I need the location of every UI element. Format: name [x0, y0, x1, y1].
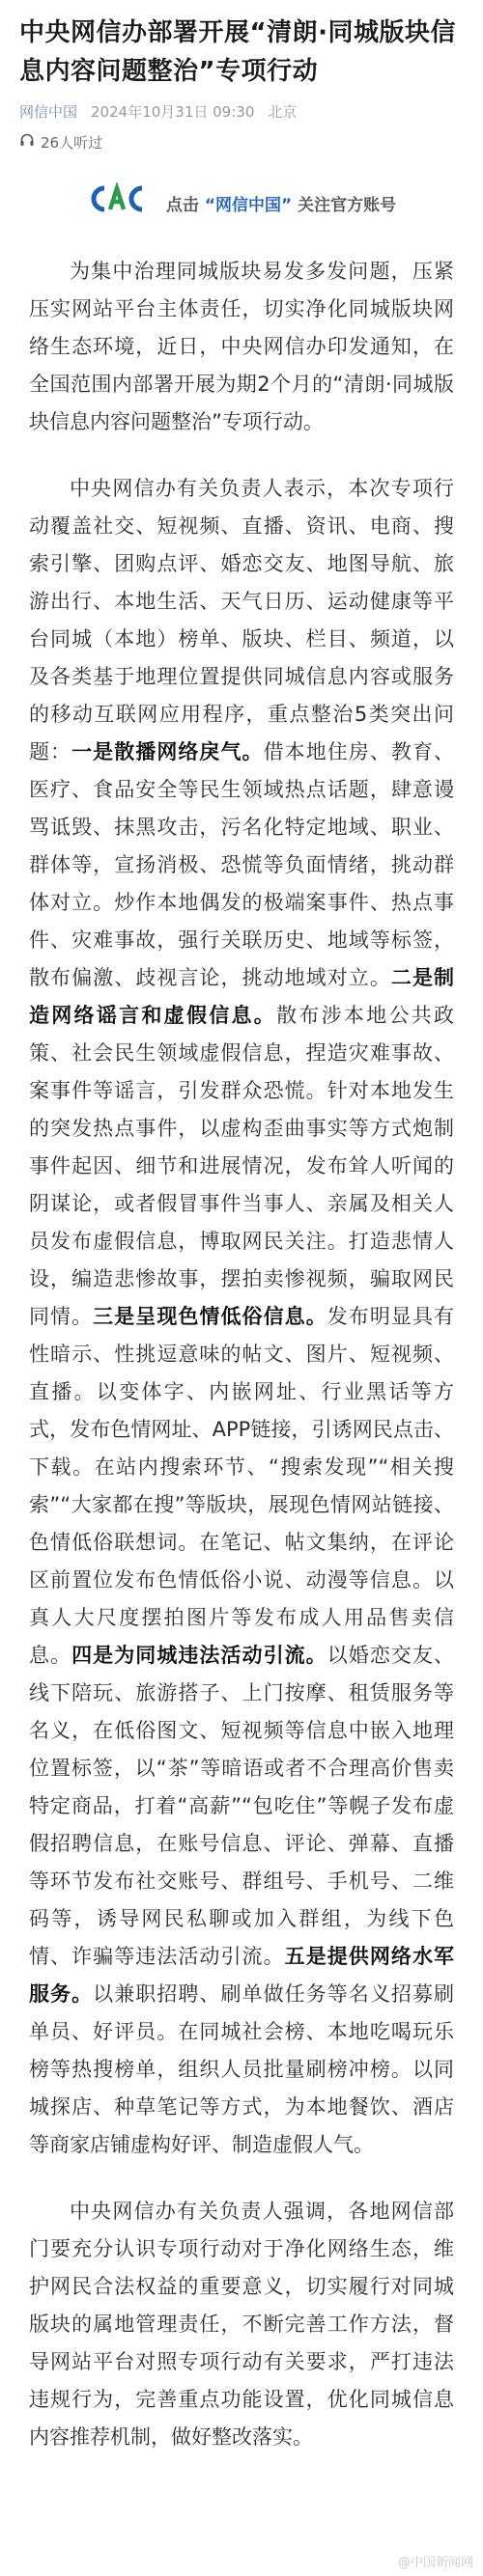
headphones-icon [19, 132, 35, 152]
article-location: 北京 [268, 102, 298, 121]
paragraph-1: 为集中治理同城版块易发多发问题，压紧压实网站平台主体责任，切实净化同城版块网络生态环境，近日，中央网信办印发通知，在全国范围内部署开展为期2个月的“清朗·同城版块信息内容问题整治”专项行动。 [29, 260, 454, 433]
article-body [19, 253, 464, 2456]
banner-prefix: 点击 [165, 195, 199, 215]
point-1-text: 借本地住房、教育、医疗、食品安全等民生领域热点话题，肆意谩骂诋毁、抹黑攻击，污名化特定地域、职业、群体等，宣扬消极、恐慌等负面情绪，挑动群体对立。炒作本地偶发的极端案事件、热点事件、灾难事故，强行关联历史、地域等标签，散布偏激、歧视言论，挑动地域对立。 [29, 740, 455, 989]
point-4-heading: 四是为同城违法活动引流。 [71, 1644, 327, 1667]
article-meta [19, 100, 464, 122]
banner-account[interactable]: “网信中国” [204, 195, 293, 215]
follow-banner-text [166, 191, 396, 215]
paragraph-2 [29, 470, 454, 2164]
point-2-text: 散布涉本地公共政策、社会民生领域虚假信息，捏造灾难事故、案事件等谣言，引发群众恐慌。针对本地发生的突发热点事件，以虚构歪曲事实等方式炮制事件起因、细节和进展情况，发布耸人听闻的阴谋论，或者假冒事件当事人、亲属及相关人员发布虚假信息，博取网民关注。打造悲情人设，编造悲惨故事，摆拍卖惨视频，骗取网民同情。 [29, 1004, 455, 1328]
article-title: 中央网信办部署开展“清朗·同城版块信息内容问题整治”专项行动 [19, 18, 456, 86]
point-2-heading: 二是制造网络谣言和虚假信息。 [29, 966, 455, 1027]
banner-suffix: 关注官方账号 [298, 195, 397, 215]
paragraph-2-intro: 中央网信办有关负责人表示，本次专项行动覆盖社交、短视频、直播、资讯、电商、搜索引擎、团购点评、婚恋交友、地图导航、旅游出行、本地生活、天气日历、运动健康等平台同城（本地）榜单、版块、栏目、频道，以及各类基于地理位置提供同城信息内容或服务的移动互联网应用程序，重点整治5类突出问题： [29, 477, 454, 763]
cac-logo [87, 182, 145, 223]
listen-count: 26人听过 [41, 133, 103, 152]
follow-banner[interactable] [19, 183, 464, 222]
point-1-heading: 一是散播网络戾气。 [71, 740, 264, 763]
watermark: @中国新闻网 [397, 2556, 473, 2570]
point-3-text: 发布明显具有性暗示、性挑逗意味的帖文、图片、短视频、直播。以变体字、内嵌网址、行业黑话等方式，发布色情网址、APP链接，引诱网民点击、下载。在站内搜索环节、“搜索发现”“相关搜索”“大家都在搜”等版块，展现色情网站链接、色情低俗联想词。在笔记、帖文集纳，在评论区前置位发布色情低俗小说、动漫等信息。以真人大尺度摆拍图片等发布成人用品售卖信息。 [29, 1305, 455, 1667]
article-datetime: 2024年10月31日 09:30 [91, 102, 255, 121]
point-5-text: 以兼职招聘、刷单做任务等名义招募刷单员、好评员。在同城社会榜、本地吃喝玩乐榜等热搜榜单，组织人员批量刷榜冲榜。以同城探店、种草笔记等方式，为本地餐饮、酒店等商家店铺虚构好评、制造虚假人气。 [29, 1982, 455, 2156]
article-source[interactable]: 网信中国 [19, 102, 78, 121]
point-4-text: 以婚恋交友、线下陪玩、旅游搭子、上门按摩、租赁服务等名义，在低俗图文、短视频等信息中嵌入地理位置标签，以“茶”等暗语或者不合理高价售卖特定商品，打着“高薪”“包吃住”等幌子发布虚假招聘信息，在账号信息、评论、弹幕、直播等环节发布社交账号、群组号、手机号、二维码等，诱导网民私聊或加入群组，为线下色情、诈骗等违法活动引流。 [29, 1644, 455, 1968]
listen-button[interactable] [19, 131, 464, 152]
point-3-heading: 三是呈现色情低俗信息。 [93, 1305, 327, 1328]
paragraph-3: 中央网信办有关负责人强调，各地网信部门要充分认识专项行动对于净化网络生态，维护网民合法权益的重要意义，切实履行对同城版块的属地管理责任，不断完善工作方法，督导网站平台对照专项行动有关要求，严打违法违规行为，完善重点功能设置，优化同城信息内容推荐机制，做好整改落实。 [29, 2200, 454, 2449]
point-5-heading: 五是提供网络水军服务。 [29, 1945, 455, 2006]
